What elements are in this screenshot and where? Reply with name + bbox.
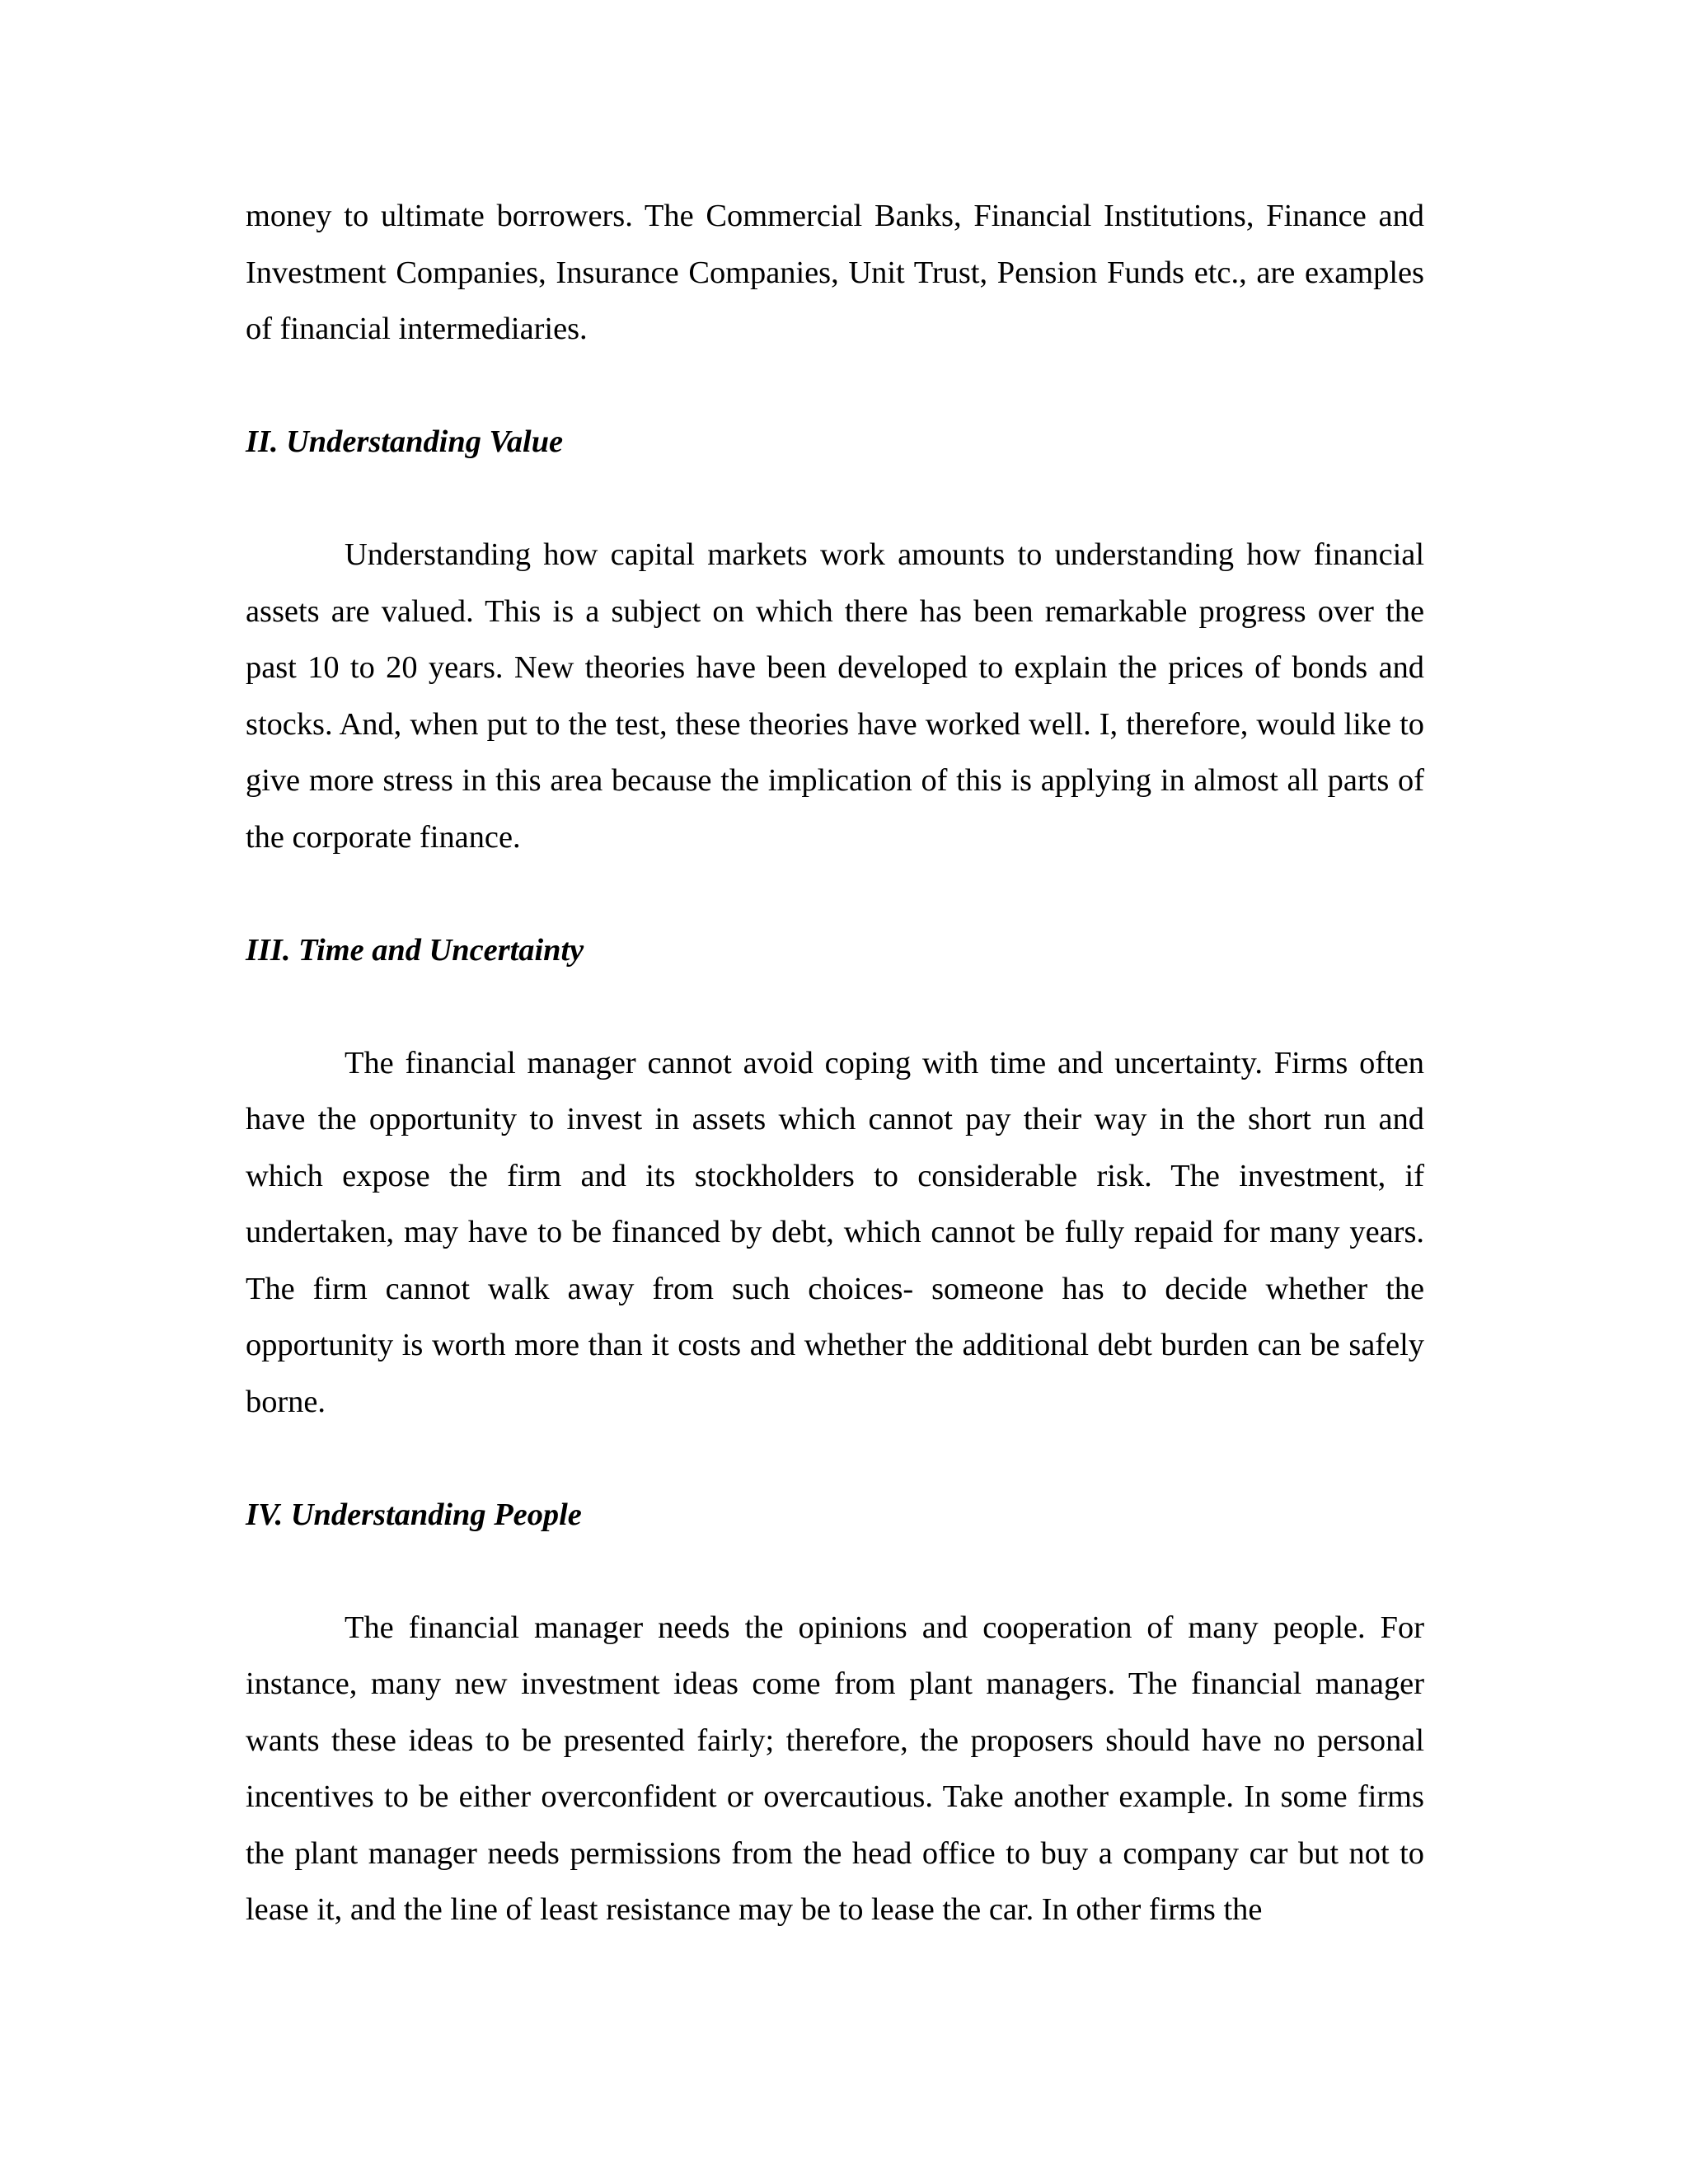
section-heading-time-and-uncertainty: III. Time and Uncertainty xyxy=(246,932,584,968)
section-heading-understanding-value: II. Understanding Value xyxy=(246,424,564,459)
section-paragraph-time-and-uncertainty: The financial manager cannot avoid coping with time and uncertainty. Firms often have the opportunity to invest in assets which cannot pay their way in the short run and which expose the firm and its stockholders to considerable risk. The investment, if undertaken, may have to be financed by debt, which cannot be fully repaid for many years. The firm cannot walk away from such choices- someone has to decide whether the opportunity is worth more than it costs and whether the additional debt burden can be safely borne. xyxy=(246,1045,1424,1419)
section-heading-understanding-people: IV. Understanding People xyxy=(246,1497,582,1532)
section-paragraph-understanding-value: Understanding how capital markets work amounts to understanding how financial assets are valued. This is a subject on which there has been remarkable progress over the past 10 to 20 years. New theories have been developed to explain the prices of bonds and stocks. And, when put to the test, these theories have worked well. I, therefore, would like to give more stress in this area because the implication of this is applying in almost all parts of the corporate finance. xyxy=(246,537,1424,855)
section-paragraph-understanding-people: The financial manager needs the opinions and cooperation of many people. For instance, many new investment ideas come from plant managers. The financial manager wants these ideas to be presented fairly; therefore, the proposers should have no personal incentives to be either overconfident or overcautious. Take another example. In some firms the plant manager needs permissions from the head office to buy a company car but not to lease it, and the line of least resistance may be to lease the car. In other firms the xyxy=(246,1610,1424,1927)
intro-paragraph: money to ultimate borrowers. The Commercial Banks, Financial Institutions, Finance and Investment Companies, Insurance Companies, Unit Trust, Pension Funds etc., are examples of financial intermediaries. xyxy=(246,199,1424,346)
document-body xyxy=(246,188,1424,1938)
